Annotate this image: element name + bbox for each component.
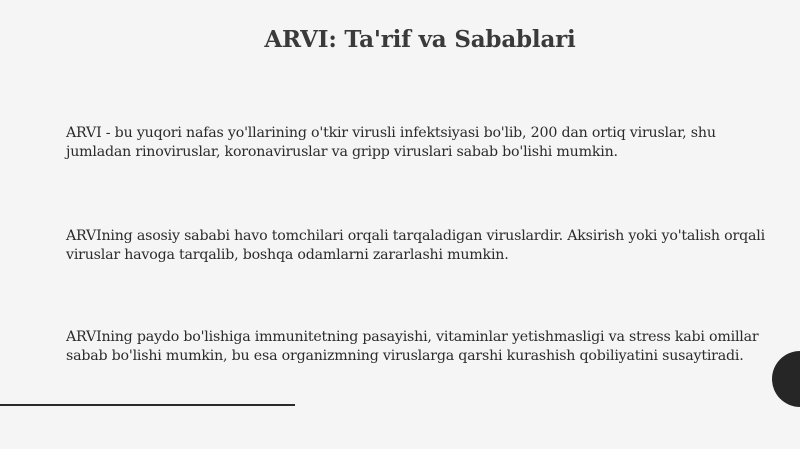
decorative-divider bbox=[0, 404, 295, 406]
paragraph-risk-factors: ARVIning paydo bo'lishiga immunitetning pasayishi, vitaminlar yetishmasligi va stress kabi omillar sabab bo'lishi mumkin, bu esa organizmning viruslarga qarshi kurashish qobiliyatini susaytiradi. bbox=[66, 329, 759, 364]
decorative-circle bbox=[772, 351, 800, 407]
paragraph-definition: ARVI - bu yuqori nafas yo'llarining o'tkir virusli infektsiyasi bo'lib, 200 dan ortiq viruslar, shu jumladan rinoviruslar, koronaviruslar va gripp viruslari sabab bo'lishi mumkin. bbox=[66, 125, 716, 160]
paragraph-main-cause: ARVIning asosiy sababi havo tomchilari orqali tarqaladigan viruslardir. Aksirish yoki yo'talish orqali viruslar havoga tarqalib, boshqa odamlarni zararlashi mumkin. bbox=[66, 228, 765, 263]
slide-title: ARVI: Ta'rif va Sabablari bbox=[264, 26, 576, 53]
